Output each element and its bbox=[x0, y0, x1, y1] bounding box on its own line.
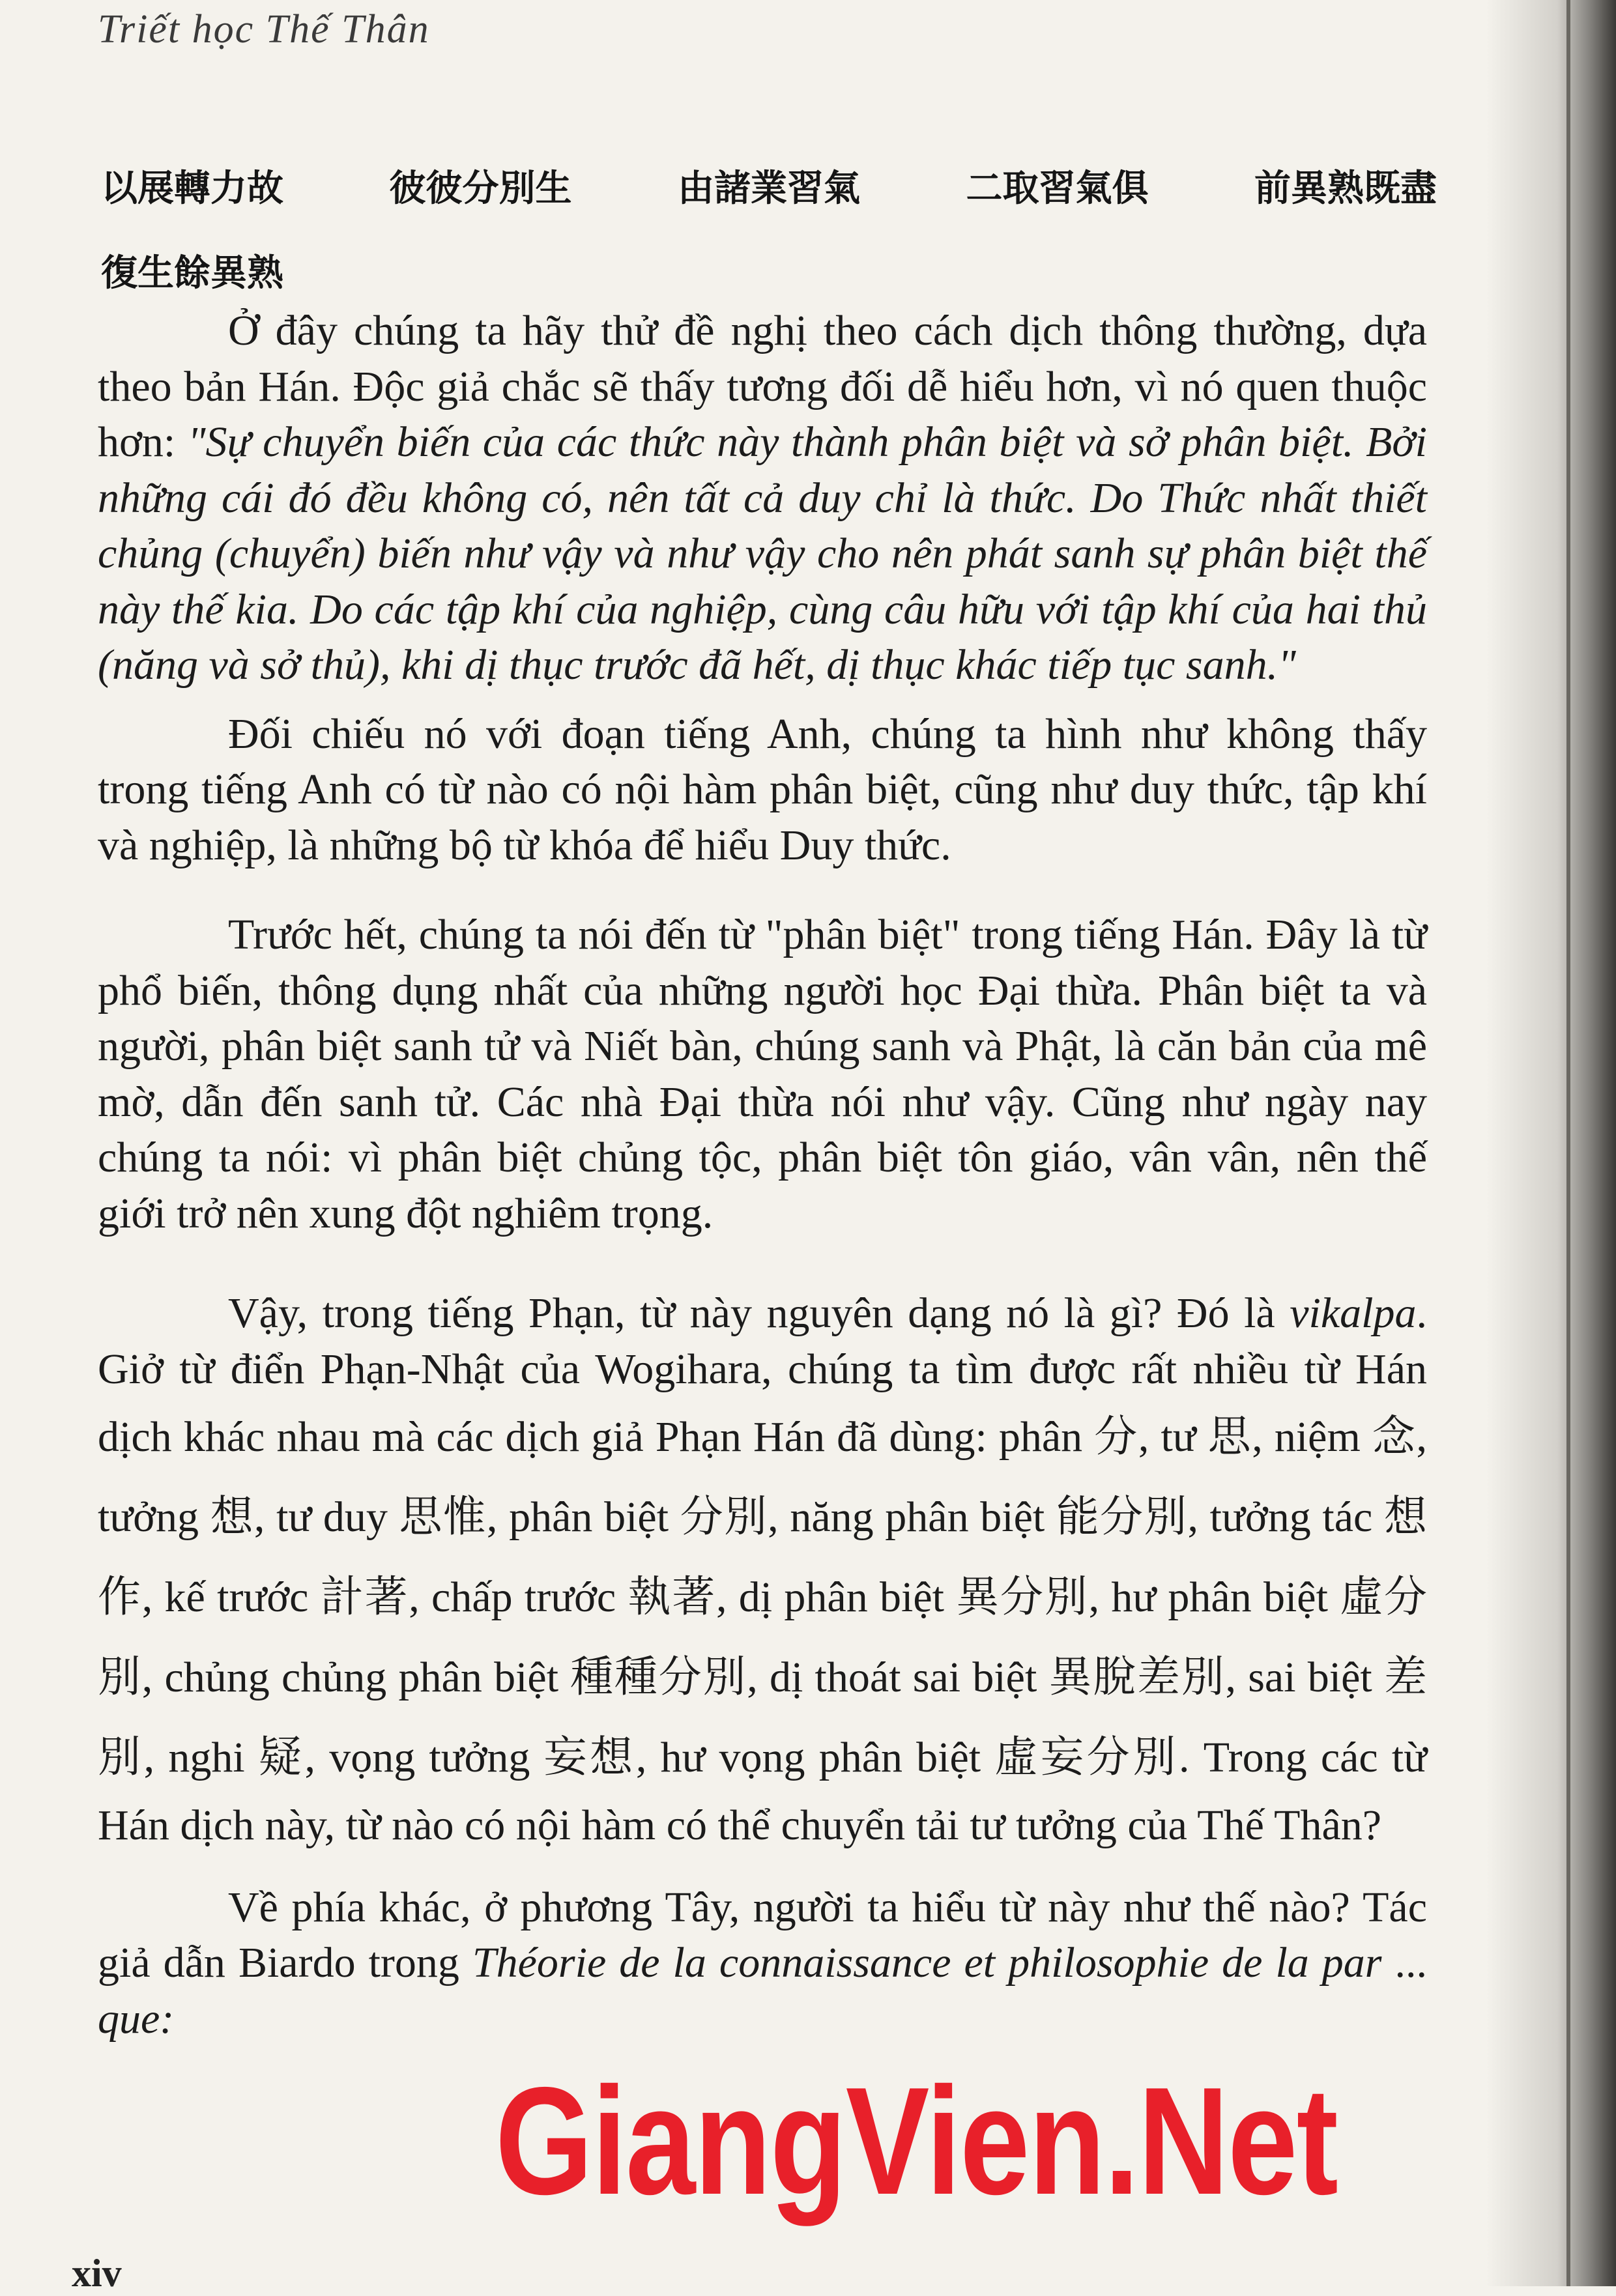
verse-phrase: 由諸業習氣 bbox=[678, 167, 860, 210]
paragraph-2: Đối chiếu nó với đoạn tiếng Anh, chúng ta hình như không thấy trong tiếng Anh có từ nào có nội hàm phân biệt, cũng như duy thức, tập khí và nghiệp, là những bộ từ khóa để hiểu Duy thức. bbox=[98, 710, 1427, 869]
book-title: Théorie de la connaissance et philosophie de la par bbox=[472, 1939, 1382, 1987]
watermark-logo: GiangVien.Net bbox=[495, 2055, 1338, 2226]
chinese-translation-list: phân 分, tư 思, niệm 念, tưởng 想, tư duy 思惟, phân biệt 分別, năng phân biệt 能分別, tưởng tác 想作, kế trước 計著, chấp trước 執著, dị phân biệt 異分別, hư phân biệt 虛分別, chủng chủng phân biệt 種種分別, dị thoát sai biệt 異脫差別, sai biệt 差別, nghi 疑, vọng tưởng 妄想, hư vọng phân biệt 虛妄分別. bbox=[98, 1413, 1427, 1781]
page-edge bbox=[1566, 0, 1570, 2286]
translation-quote: "Sự chuyển biến của các thức này thành phân biệt và sở phân biệt. Bởi những cái đó đều không có, nên tất cả duy chỉ là thức. Do Thức nhất thiết chủng (chuyển) biến như vậy và như vậy cho nên phát sanh sự phân biệt thế này thế kia. Do các tập khí của nghiệp, cùng câu hữu với tập khí của hai thủ (năng và sở thủ), khi dị thục trước đã hết, dị thục khác tiếp tục sanh." bbox=[98, 418, 1427, 689]
paragraph-3: Trước hết, chúng ta nói đến từ "phân biệt" trong tiếng Hán. Đây là từ phổ biến, thông dụng nhất của những người học Đại thừa. Phân biệt ta và người, phân biệt sanh tử và Niết bàn, chúng sanh và Phật, là căn bản của mê mờ, dẫn đến sanh tử. Các nhà Đại thừa nói như vậy. Cũng như ngày nay chúng ta nói: vì phân biệt chủng tộc, phân biệt tôn giáo, vân vân, nên thế giới trở nên xung đột nghiêm trọng. bbox=[98, 911, 1427, 1237]
paragraph-4-text-d: Trong các từ Hán dịch này, từ nào có nội hàm có thể chuyển tải tư tưởng của Thế Thân? bbox=[98, 1734, 1427, 1849]
verse-phrase: 前異熟既盡 bbox=[1254, 167, 1437, 210]
paragraph-5-text-b: que: bbox=[98, 1994, 175, 2043]
paragraph-5-text-a: Về phía khác, ở phương Tây, người ta hiểu từ này như thế nào? Tác giả dẫn Biardo trong bbox=[98, 1883, 1427, 1987]
paragraph-5: Về phía khác, ở phương Tây, người ta hiểu từ này như thế nào? Tác giả dẫn Biardo trong Théorie de la connaissance et philosophie de la par ... que: bbox=[98, 1883, 1427, 2043]
paragraph-4-text-a: Vậy, trong tiếng Phạn, từ này nguyên dạng nó là gì? Đó là bbox=[228, 1289, 1290, 1337]
verse-phrase: 二取習氣俱 bbox=[966, 167, 1149, 210]
chinese-verse bbox=[101, 147, 1437, 316]
paragraph-1 bbox=[98, 303, 1427, 693]
verse-line-1 bbox=[101, 147, 1437, 231]
body-text bbox=[98, 303, 1427, 2046]
paragraph-1-intro: Ở đây chúng ta hãy thử đề nghị theo cách dịch thông thường, dựa theo bản Hán. Độc giả chắc sẽ thấy tương đối dễ hiểu hơn, vì nó quen thuộc hơn: bbox=[98, 307, 1427, 466]
verse-phrase: 復生餘異熟 bbox=[101, 252, 283, 294]
sanskrit-term: vikalpa bbox=[1290, 1289, 1417, 1337]
binding-shadow bbox=[1486, 0, 1616, 2286]
verse-phrase: 以展轉力故 bbox=[101, 167, 283, 210]
paragraph-4 bbox=[98, 1285, 1427, 1854]
running-head: Triết học Thế Thân bbox=[98, 7, 430, 51]
verse-phrase: 彼彼分別生 bbox=[389, 167, 572, 210]
paragraph-4-text-b: . Giở từ điển Phạn-Nhật của Wogihara, chúng ta tìm được rất nhiều từ Hán dịch khác nhau mà các dịch giả Phạn Hán đã dùng: bbox=[98, 1289, 1427, 1461]
page-number: xiv bbox=[72, 2252, 122, 2295]
